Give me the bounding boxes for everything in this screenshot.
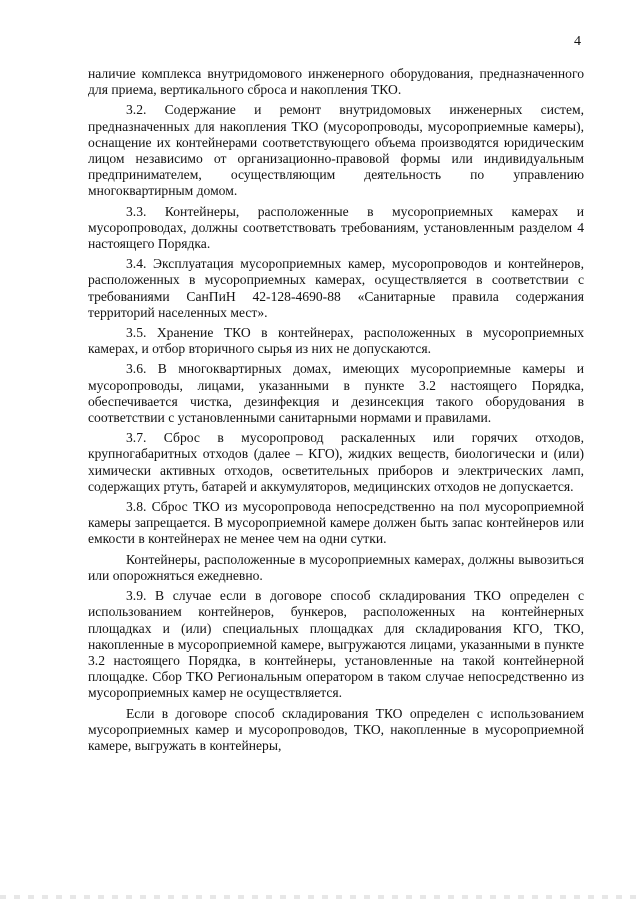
page-number: 4: [574, 34, 581, 49]
document-body: [88, 66, 584, 758]
paragraph-3-6: 3.6. В многоквартирных домах, имеющих мусороприемные камеры и мусоропроводы, лицами, указанными в пункте 3.2 настоящего Порядка, обеспечивается чистка, дезинфекция и дезинсекция такого оборудования в соответствии с установленными санитарными нормами и правилами.: [88, 361, 584, 426]
paragraph-3-7: 3.7. Сброс в мусоропровод раскаленных или горячих отходов, крупногабаритных отходов (далее – КГО), жидких веществ, биологически и (или) химически активных отходов, осветительных приборов и электрических ламп, содержащих ртуть, батарей и аккумуляторов, медицинских отходов не допускается.: [88, 430, 584, 494]
paragraph-3-4: 3.4. Эксплуатация мусороприемных камер, мусоропроводов и контейнеров, расположенных в мусороприемных камерах, осуществляется в соответствии с требованиями СанПиН 42-128-4690-88 «Санитарные правила содержания территорий населенных мест».: [88, 256, 584, 320]
paragraph-3-3: 3.3. Контейнеры, расположенные в мусороприемных камерах и мусоропроводах, должны соответствовать требованиям, установленным разделом 4 настоящего Порядка.: [88, 203, 584, 252]
paragraph-3-5: 3.5. Хранение ТКО в контейнерах, расположенных в мусороприемных камерах, и отбор вторичного сырья из них не допускаются.: [88, 325, 584, 357]
paragraph-3-8-containers: Контейнеры, расположенные в мусороприемных камерах, должны вывозиться или опорожняться ежедневно.: [88, 551, 584, 583]
paragraph-3-9-continued: Если в договоре способ складирования ТКО определен с использованием мусороприемных камер и мусоропроводов, ТКО, накопленные в мусороприемной камере, выгружать в контейнеры,: [88, 705, 584, 753]
paragraph-3-2: 3.2. Содержание и ремонт внутридомовых инженерных систем, предназначенных для накопления ТКО (мусоропроводы, мусороприемные камеры), оснащение их контейнерами соответствующего объема производятся юридическим лицом независимо от организационно-правовой формы или индивидуальным предпринимателем, осуществляющим деятельность по управлению многоквартирным домом.: [88, 102, 584, 199]
paragraph-continuation: наличие комплекса внутридомового инженерного оборудования, предназначенного для приема, вертикального сброса и накопления ТКО.: [88, 66, 584, 98]
paragraph-3-9: 3.9. В случае если в договоре способ складирования ТКО определен с использованием контейнеров, бункеров, расположенных на контейнерных площадках и (или) специальных площадках для складирования КГО, ТКО, накопленные в мусороприемной камере, выгружаются лицами, указанными в пункте 3.2 настоящего Порядка, в контейнеры, установленные на такой контейнерной площадке. Сбор ТКО Региональным оператором в таком случае непосредственно из мусороприемных камер не осуществляется.: [88, 588, 584, 701]
scan-edge-artifact: [0, 895, 640, 899]
paragraph-3-8: 3.8. Сброс ТКО из мусоропровода непосредственно на пол мусороприемной камеры запрещается. В мусороприемной камере должен быть запас контейнеров или емкости в контейнерах не менее чем на одни сутки.: [88, 499, 584, 547]
